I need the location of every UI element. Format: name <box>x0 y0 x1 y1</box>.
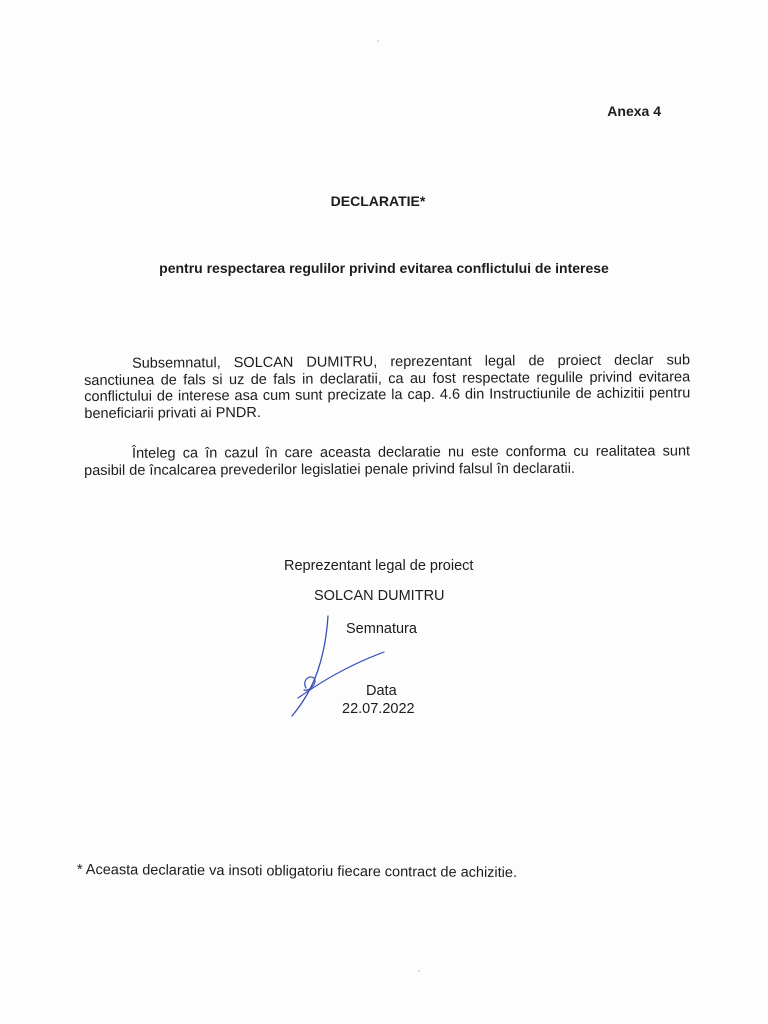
document-subtitle: pentru respectarea regulilor privind evitarea conflictului de interese <box>159 260 609 276</box>
representative-name: SOLCAN DUMITRU <box>314 588 445 604</box>
date-label: Data <box>366 683 397 699</box>
footnote: * Aceasta declaratie va insoti obligatoriu fiecare contract de achizitie. <box>76 862 518 882</box>
scan-speck <box>377 40 379 42</box>
annex-label: Anexa 4 <box>607 103 661 119</box>
representative-role: Reprezentant legal de proiect <box>284 558 474 574</box>
declaration-paragraph <box>84 352 690 422</box>
paragraph-text: Subsemnatul, SOLCAN DUMITRU, reprezentant legal de proiect declar sub sanctiunea de fals si uz de fals in declaratii, ca au fost respectate regulile privind evitarea conflictului de interese asa cum sunt precizate la cap. 4.6 din Instructiunile de achizitii pentru beneficiarii privati ai PNDR. <box>84 352 691 422</box>
document-title: DECLARATIE* <box>330 193 426 209</box>
acknowledgement-paragraph <box>84 443 690 479</box>
scan-speck <box>418 970 420 972</box>
paragraph-text: Înteleg ca în cazul în care aceasta declaratie nu este conforma cu realitatea sunt pasibil de încalcarea prevederilor legislatiei penale privind falsul în declaratii. <box>84 443 691 479</box>
date-value: 22.07.2022 <box>342 701 415 717</box>
signature-label: Semnatura <box>346 621 417 637</box>
